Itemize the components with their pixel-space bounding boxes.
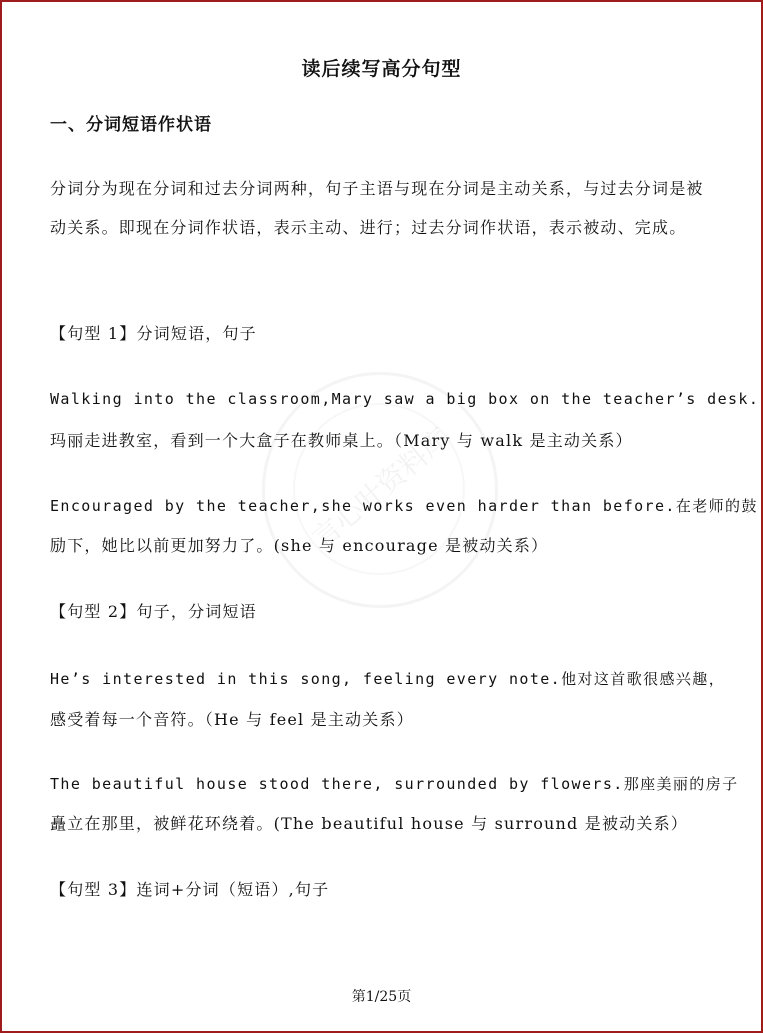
page-number-footer: 第1/25页	[351, 989, 412, 1005]
pattern2-label: 【句型 2】句子，分词短语	[50, 602, 257, 621]
pattern1-example1-english: Walking into the classroom,Mary saw a big box on the teacher’s desk.	[50, 390, 760, 408]
section-heading: 一、分词短语作状语	[50, 115, 212, 135]
pattern3-label: 【句型 3】连词+分词（短语）,句子	[50, 880, 330, 899]
document-title: 读后续写高分句型	[301, 58, 462, 80]
pattern1-example2-line1: Encouraged by the teacher,she works even harder than before.在老师的鼓	[50, 497, 758, 515]
pattern2-example2-line1: The beautiful house stood there, surrounded by flowers.那座美丽的房子	[50, 775, 739, 793]
pattern1-example1-chinese: 玛丽走进教室，看到一个大盒子在教师桌上。（Mary 与 walk 是主动关系）	[50, 431, 633, 450]
pattern2-example1-line1: He’s interested in this song, feeling every note.他对这首歌很感兴趣，	[50, 670, 726, 688]
intro-paragraph: 分词分为现在分词和过去分词两种，句子主语与现在分词是主动关系，与过去分词是被动关系。即现在分词作状语，表示主动、进行；过去分词作状语，表示被动、完成。	[50, 179, 704, 237]
watermark-text: 言心叶资料库	[305, 421, 456, 555]
pattern2-example2-line2: 矗立在那里，被鲜花环绕着。(The beautiful house 与 surround 是被动关系）	[50, 814, 688, 833]
pattern1-example2-line2: 励下，她比以前更加努力了。(she 与 encourage 是被动关系）	[50, 536, 549, 555]
pattern2-example1-line2: 感受着每一个音符。（He 与 feel 是主动关系）	[50, 710, 414, 729]
pattern1-label: 【句型 1】分词短语，句子	[50, 324, 257, 343]
